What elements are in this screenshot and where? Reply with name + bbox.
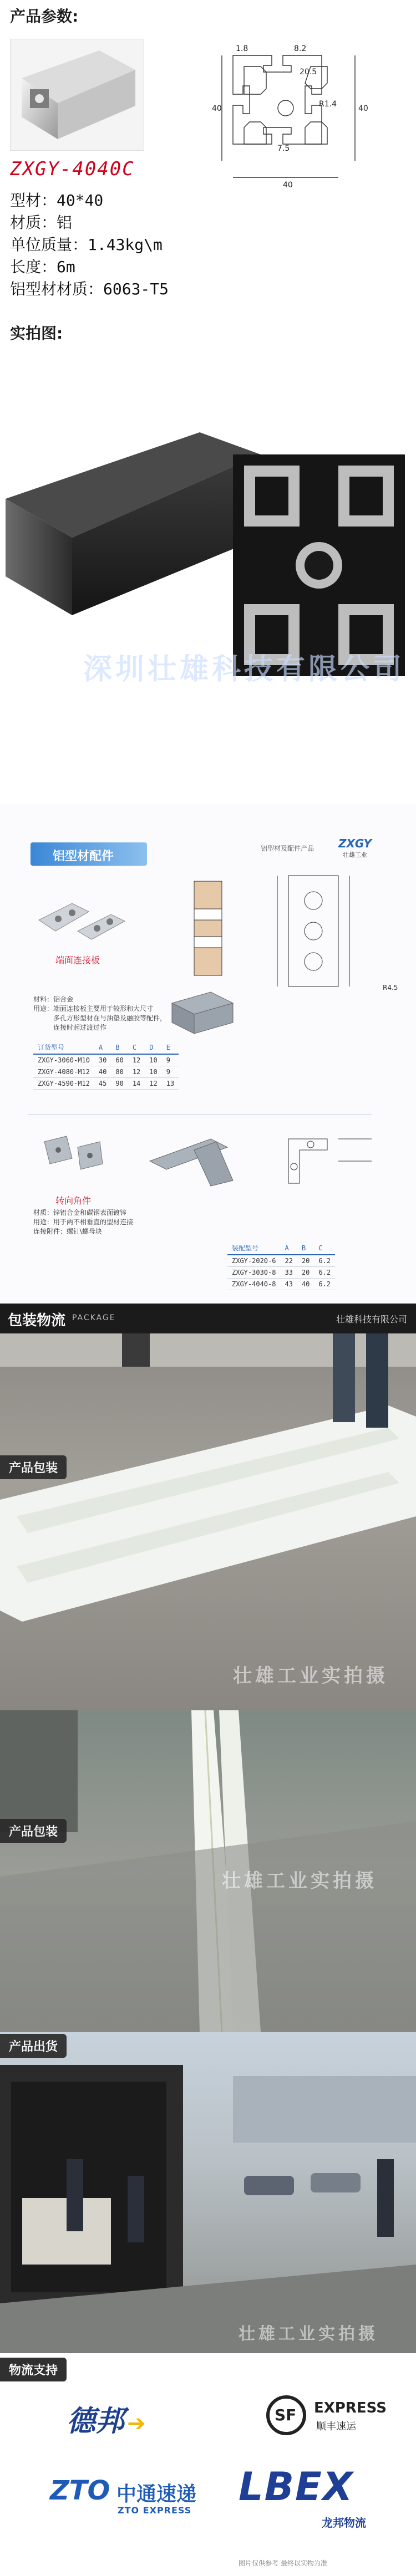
- deppon-arrow-icon: ➔: [127, 2411, 146, 2436]
- photo-watermark: 深圳壮雄科技有限公司: [83, 653, 405, 686]
- table-cell: 60: [111, 1054, 128, 1066]
- col-header: D: [145, 1041, 161, 1054]
- table-cell: 90: [111, 1078, 128, 1090]
- connector-desc: [33, 995, 166, 1033]
- table-row: [33, 1054, 179, 1066]
- table-cell: 45: [94, 1078, 111, 1090]
- col-header: 装配型号: [227, 1241, 280, 1255]
- brand-sub: 壮雄工业: [343, 851, 367, 858]
- dim-bottom: 40: [283, 181, 293, 190]
- col-header: A: [280, 1241, 297, 1255]
- connector-side-drawing: [183, 876, 233, 981]
- corner-photo: [33, 1131, 111, 1180]
- corner-desc-line: 连接附件：螺钉\螺母块: [33, 1228, 103, 1235]
- dim-right: 40: [358, 104, 368, 113]
- dim-top: 8.2: [294, 44, 307, 53]
- dim-left: 40: [212, 104, 222, 113]
- table-cell: ZXGY-3030-8: [227, 1267, 280, 1279]
- table-row: [33, 1078, 179, 1090]
- table-cell: 80: [111, 1066, 128, 1078]
- connector-desc-line: 多孔方形型材在与油垫及融胶等配件，: [33, 1014, 167, 1022]
- top-note: 铝型材及配件产品: [261, 845, 314, 852]
- packaging-band-right: 壮雄科技有限公司: [336, 1314, 407, 1325]
- packaging-photo-1: [0, 1333, 416, 1710]
- col-header: 订货型号: [33, 1041, 94, 1054]
- accessories-banner: [31, 842, 147, 866]
- lbex-sub-text: 龙邦物流: [322, 2516, 366, 2529]
- logistics-title: 物流支持: [0, 2358, 67, 2381]
- col-header: C: [314, 1241, 335, 1255]
- photo-section-title: 实拍图:: [10, 324, 63, 343]
- table-cell: 13: [162, 1078, 179, 1090]
- sf-sub-text: 顺丰速运: [316, 2421, 356, 2432]
- table-cell: 10: [145, 1054, 161, 1066]
- corner-install-image: [144, 1128, 255, 1189]
- table-cell: 14: [128, 1078, 145, 1090]
- table-cell: 6.2: [314, 1255, 335, 1267]
- logo-deppon: [67, 2398, 189, 2447]
- table-cell: 20: [297, 1267, 314, 1279]
- shipping-photo: [0, 2032, 416, 2353]
- table-cell: 9: [162, 1054, 179, 1066]
- table-cell: 9: [162, 1066, 179, 1078]
- table-header-row: [33, 1041, 179, 1054]
- accessories-banner-text: 铝型材配件: [53, 850, 114, 863]
- packaging-watermark-2: 壮雄工业实拍摄: [222, 1870, 377, 1892]
- connector-title: 端面连接板: [55, 955, 100, 965]
- table-row: [227, 1255, 335, 1267]
- connector-table: [33, 1041, 179, 1090]
- packaging-label-1: 产品包装: [0, 1455, 67, 1479]
- corner-desc: [33, 1208, 133, 1236]
- packaging-watermark-1: 壮雄工业实拍摄: [233, 1665, 388, 1687]
- zto-sub-text: ZTO EXPRESS: [118, 2505, 192, 2516]
- table-cell: 43: [280, 1279, 297, 1290]
- table-row: [227, 1267, 335, 1279]
- divider: [28, 1114, 372, 1115]
- connector-install-image: [166, 987, 244, 1036]
- product-params-section: [0, 0, 416, 310]
- sf-express-text: EXPRESS: [314, 2400, 387, 2416]
- connector-desc-line: 用途：端面连接板主要用于较形和大尺寸: [33, 1005, 154, 1013]
- table-cell: 40: [297, 1279, 314, 1290]
- dim-radius: R1.4: [319, 100, 337, 109]
- lbex-text: LBEX: [239, 2464, 354, 2509]
- dim-slot: 1.8: [236, 44, 248, 53]
- table-cell: 33: [280, 1267, 297, 1279]
- connector-front-drawing: [272, 870, 366, 998]
- table-cell: 40: [94, 1066, 111, 1078]
- spec-weight: 单位质量：1.43kg\m: [10, 236, 163, 254]
- corner-title: 转向角件: [55, 1195, 92, 1206]
- sf-circle-icon: [266, 2395, 306, 2435]
- connector-dim-label: R4.5: [383, 984, 398, 991]
- product-params-title: 产品参数:: [10, 7, 79, 25]
- brand-name: ZXGY: [338, 837, 372, 850]
- table-cell: 6.2: [314, 1267, 335, 1279]
- table-row: [33, 1066, 179, 1078]
- shipping-watermark: 壮雄工业实拍摄: [239, 2324, 378, 2344]
- col-header: E: [162, 1041, 179, 1054]
- zto-text: 中通速递: [116, 2483, 197, 2506]
- logo-zto: [50, 2470, 216, 2531]
- table-cell: 10: [145, 1066, 161, 1078]
- packaging-band-sub: PACKAGE: [72, 1313, 116, 1322]
- table-cell: 20: [297, 1255, 314, 1267]
- corner-desc-line: 用途：用于两不相垂直的型材连接: [33, 1218, 134, 1226]
- table-cell: ZXGY-4080-M12: [33, 1066, 94, 1078]
- table-cell: 22: [280, 1255, 297, 1267]
- packaging-band: [0, 1304, 416, 1333]
- corner-drawing: [277, 1128, 377, 1189]
- photo-section: [0, 310, 416, 770]
- col-header: C: [128, 1041, 145, 1054]
- zto-mark: ZTO: [50, 2475, 110, 2506]
- table-cell: 12: [128, 1054, 145, 1066]
- shipping-label: 产品出货: [0, 2034, 67, 2058]
- footnote: 图片仅供参考 最终以实物为准: [239, 2559, 327, 2567]
- table-header-row: [227, 1241, 335, 1255]
- dim-lower: 7.5: [277, 144, 290, 153]
- table-cell: ZXGY-4040-8: [227, 1279, 280, 1290]
- table-cell: ZXGY-2020-6: [227, 1255, 280, 1267]
- connector-desc-line: 连接时起过渡过作: [33, 1024, 107, 1031]
- cross-section-drawing: [211, 44, 388, 205]
- packaging-photo-2: [0, 1710, 416, 2032]
- spec-alloy: 铝型材材质：6063-T5: [10, 280, 169, 298]
- table-cell: 30: [94, 1054, 111, 1066]
- profile-thumbnail: [10, 39, 144, 151]
- deppon-text: 德邦: [67, 2405, 125, 2438]
- connector-photo: [33, 887, 128, 948]
- sf-mark: SF: [275, 2406, 297, 2424]
- logistics-section: [0, 2353, 416, 2576]
- corner-desc-line: 材质：锌铝合金和碳钢表面镀锌: [33, 1209, 127, 1217]
- corner-table: [227, 1241, 335, 1290]
- table-cell: 6.2: [314, 1279, 335, 1290]
- packaging-label-2: 产品包装: [0, 1819, 67, 1843]
- spec-material: 材质：铝: [10, 213, 73, 232]
- logo-lbex: [239, 2464, 383, 2542]
- accessories-section: [0, 804, 416, 1302]
- table-row: [227, 1279, 335, 1290]
- col-header: A: [94, 1041, 111, 1054]
- brand-logo: [338, 837, 372, 859]
- logo-sf: [266, 2392, 394, 2447]
- model-tag: ZXGY-4040C: [10, 158, 135, 180]
- spec-length: 长度：6m: [10, 258, 75, 276]
- spec-profile: 型材：40*40: [10, 191, 104, 209]
- connector-desc-line: 材料：铝合金: [33, 995, 74, 1003]
- table-cell: ZXGY-4590-M12: [33, 1078, 94, 1090]
- packaging-band-title: 包装物流: [8, 1312, 66, 1329]
- table-cell: 12: [128, 1066, 145, 1078]
- dim-inner: 20.5: [300, 68, 317, 76]
- table-cell: 12: [145, 1078, 161, 1090]
- profile-photo: [0, 355, 416, 754]
- col-header: B: [111, 1041, 128, 1054]
- table-cell: ZXGY-3060-M10: [33, 1054, 94, 1066]
- col-header: B: [297, 1241, 314, 1255]
